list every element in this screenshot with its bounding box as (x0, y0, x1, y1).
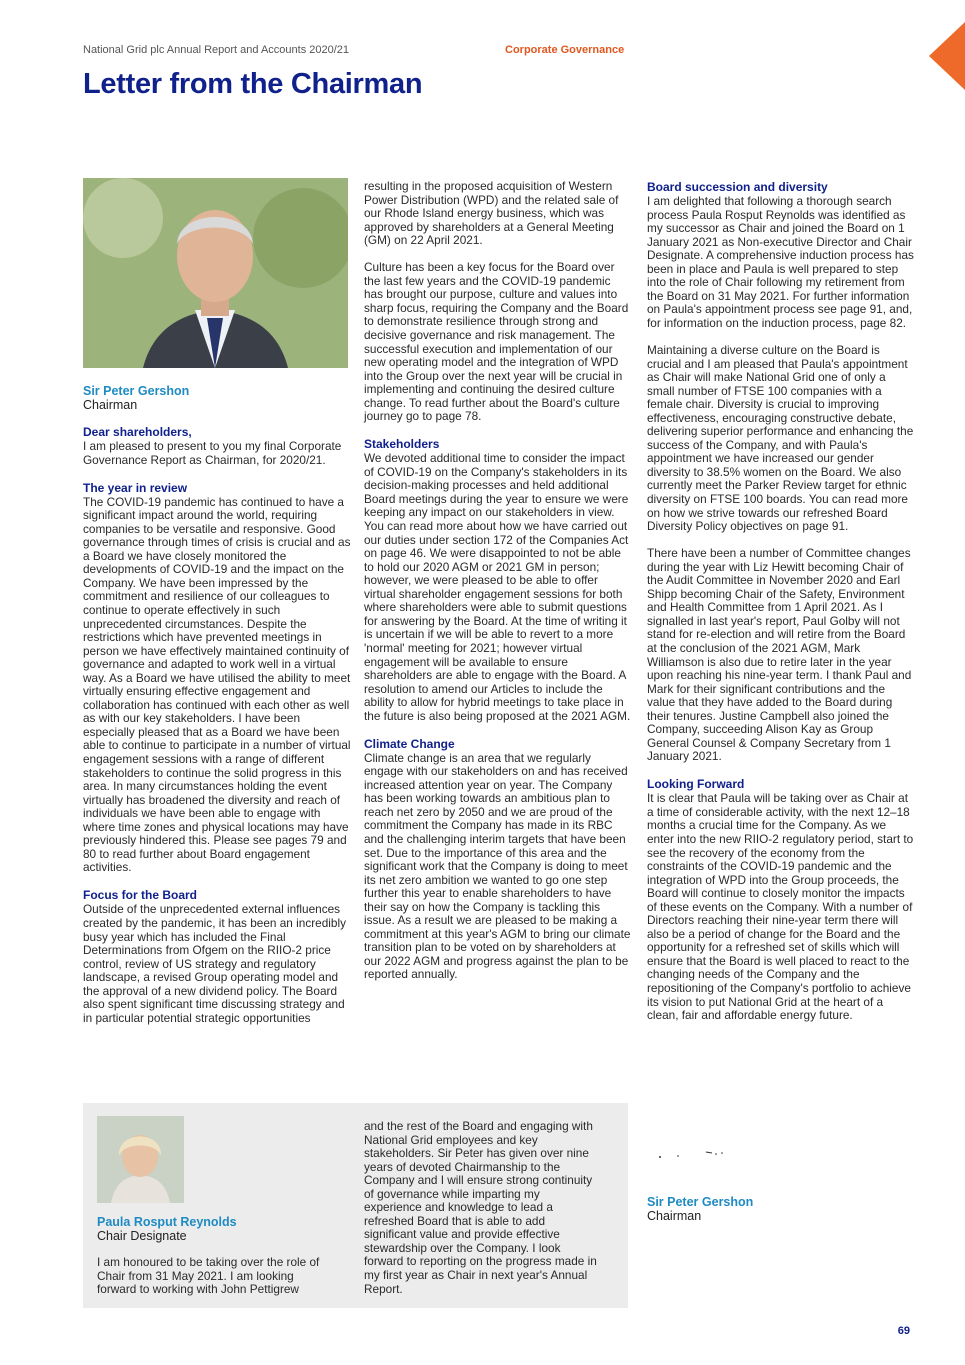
year-in-review-heading: The year in review (83, 480, 188, 495)
focus-paragraph: Outside of the unprecedented external influences created by the pandemic, it has been an incredibly busy year which has included the Final Determinations from Ofgem on the RIIO-2 price control, review of US strategy and regulatory landscape, a revised Group operating model and the approval of a new dividend policy. The Board also spent significant time discussing strategy and in particular potential strategic opportunities (83, 902, 346, 1025)
section-label: Corporate Governance (505, 44, 625, 56)
column-3 (647, 180, 915, 1036)
corner-tab-marker (929, 22, 965, 90)
greeting-heading: Dear shareholders, (83, 425, 192, 439)
signoff-name: Sir Peter Gershon (647, 1195, 754, 1209)
chairman-name: Sir Peter Gershon (83, 384, 190, 398)
running-header: National Grid plc Annual Report and Accounts 2020/21 (83, 44, 350, 56)
chairman-role: Chairman (83, 398, 138, 412)
signoff-role: Chairman (647, 1209, 702, 1223)
stakeholders-heading: Stakeholders (364, 437, 440, 452)
callout-paragraph-1: I am honoured to be taking over the role of Chair from 31 May 2021. I am looking forward to working with John Pettigrew (97, 1255, 320, 1297)
chairman-portrait (83, 178, 348, 368)
stakeholders-paragraph: We devoted additional time to consider the impact of COVID-19 on the Company's stakeholders in its decision-making processes and held additional Board meetings during the year to ensure we were keeping any impact on our stakeholders in view. You can read more about how we have carried out our duties under section 172 of the Companies Act on page 46. We were disappointed to not be able to hold our 2020 AGM or 2021 GM in person; however, we were pleased to be able to offer virtual shareholder engagement sessions for both where shareholders were able to submit questions for answering by the Board. At the time of writing it is uncertain if we will be able to revert to a more 'normal' meeting for 2021; however virtual engagement will be available to ensure shareholders are able to engage with the Board. A resolution to amend our Articles to include the ability to allow for hybrid meetings to take place in the future is also being proposed at the 2021 AGM. (364, 451, 631, 723)
page-title: Letter from the Chairman (83, 68, 423, 100)
chair-designate-role: Chair Designate (97, 1229, 187, 1243)
board-paragraph-1: I am delighted that following a thorough search process Paula Rosput Reynolds was identified as my successor as Chair and joined the Board on 1 January 2021 as Non-executive Director and Chair Designate. A comprehensive induction process has been in place and Paula is well prepared to step into the role of Chair following my retirement from the Board on 31 May 2021. For further information on Paula's appointment process see page 91, and, for information on the induction process, page 82. (647, 194, 914, 330)
continued-paragraph: resulting in the proposed acquisition of Western Power Distribution (WPD) and the related sale of our Rhode Island energy business, which was approved by shareholders at a General Meeting (GM) on 22 April 2021. (364, 179, 619, 248)
looking-forward-paragraph: It is clear that Paula will be taking over as Chair at a time of considerable activity, with the next 12–18 months a crucial time for the Company. As we enter into the new RIIO-2 regulatory period, start to see the recovery of the economy from the constraints of the COVID-19 pandemic and the integration of WPD into the Group proceeds, the Board will continue to closely monitor the impacts of these events on the Company. With a number of Directors reaching their nine-year term there will also be a period of change for the Board and the opportunity for a refreshed set of skills which will ensure that the Board is well placed to react to the changing needs of the Company and the repositioning of the Company's portfolio to achieve its vision to put National Grid at the heart of a clean, fair and affordable energy future. (647, 791, 914, 1023)
board-paragraph-3: There have been a number of Committee changes during the year with Liz Hewitt becoming Chair of the Audit Committee in November 2020 and Earl Shipp becoming Chair of the Safety, Environment and Health Committee from 1 April 2021. As I signalled in last year's report, Paul Golby will not stand for re-election and will retire from the Board at the conclusion of the 2021 AGM, Mark Williamson is also due to retire later in the year upon reaching his nine-year term. I thank Paul and Mark for their significant contributions and the value that they have added to the Board during their tenures. Justine Campbell also joined the Company, succeeding Alison Kay as Group General Counsel & Company Secretary from 1 January 2021. (647, 546, 912, 764)
signature (656, 1148, 736, 1167)
board-paragraph-2: Maintaining a diverse culture on the Board is crucial and I am pleased that Paula's appointment as Chair will make National Grid one of only a small number of FTSE 100 companies with a female chair. Diversity is crucial to improving effectiveness, encouraging constructive debate, delivering superior performance and enhancing the success of the Company, and with Paula's appointment we have increased our gender diversity to 38.5% women on the Board. We also currently meet the Parker Review target for ethnic diversity on FTSE 100 boards. You can read more on how we strive towards our refreshed Board Diversity Policy objectives on page 91. (647, 342, 914, 534)
chair-designate-portrait (97, 1116, 184, 1203)
intro-paragraph: I am pleased to present to you my final Corporate Governance Report as Chairman, for 2020/21. (83, 439, 342, 467)
column-2 (364, 180, 632, 996)
page-number: 69 (897, 1325, 910, 1337)
chair-designate-name: Paula Rosput Reynolds (97, 1215, 237, 1229)
culture-paragraph: Culture has been a key focus for the Board over the last few years and the COVID-19 pandemic has brought our purpose, culture and values into sharp focus, requiring the Company and the Board to demonstrate resilience through strong and decisive governance and risk management. The successful execution and implementation of our new operating model and the integration of WPD into the Group over the next year will be crucial in implementing and continuing the desired culture change. To read further about the Board's culture journey go to page 78. (364, 260, 629, 424)
year-in-review-paragraph: The COVID-19 pandemic has continued to have a significant impact around the world, requiring companies to be versatile and responsive. Good governance through times of crisis is crucial and as a Board we have closely monitored the developments of COVID-19 and the impact on the Company. We have been impressed by the commitment and resilience of our colleagues to continue to operate effectively in such unprecedented circumstances. Despite the restrictions which have prevented meetings in person we have effectively maintained continuity of governance and adapted to work well in a virtual way. As a Board we have utilised the ability to meet virtually ensuring effective engagement and collaboration has continued with each other as well as with our key stakeholders. I have been especially pleased that as a Board we have been able to continue to participate in a number of virtual engagement sessions with a range of different stakeholders to continue the solid progress in this area. In many circumstances holding the event virtually has broadened the diversity and reach of individuals we have been able to engage with where time zones and physical locations may have previously hindered this. Please see pages 79 and 80 to read further about Board engagement activities. (83, 494, 351, 875)
callout-paragraph-2: and the rest of the Board and engaging with National Grid employees and key stakeholders. Sir Peter has given over nine years of devoted Chairmanship to the Company and I will ensure strong continuity of governance while imparting my experience and knowledge to lead a refreshed Board that is able to add significant value and provide effective stewardship over the Company. I look forward to reporting on the progress made in my first year as Chair in next year's Annual Report. (364, 1119, 597, 1296)
board-succession-heading: Board succession and diversity (647, 180, 828, 194)
climate-heading: Climate Change (364, 736, 455, 751)
climate-paragraph: Climate change is an area that we regularly engage with our stakeholders on and has received increased attention year on year. The Company has been working towards an ambitious plan to reach net zero by 2050 and we are proud of the commitment the Company has made in its RBC and the challenging interim targets that have been set. Due to the importance of this area and the significant work that the Company is doing to meet its net zero ambition we wanted to go one step further this year to enable shareholders to have their say on how the Company is tackling this issue. As a result we are pleased to be making a commitment at this year's AGM to bring our climate transition plan to be voted on by shareholders at our 2022 AGM and progress against the plan to be reported annually. (364, 750, 631, 982)
focus-heading: Focus for the Board (83, 888, 198, 903)
column-1 (83, 425, 351, 1039)
looking-forward-heading: Looking Forward (647, 777, 745, 792)
